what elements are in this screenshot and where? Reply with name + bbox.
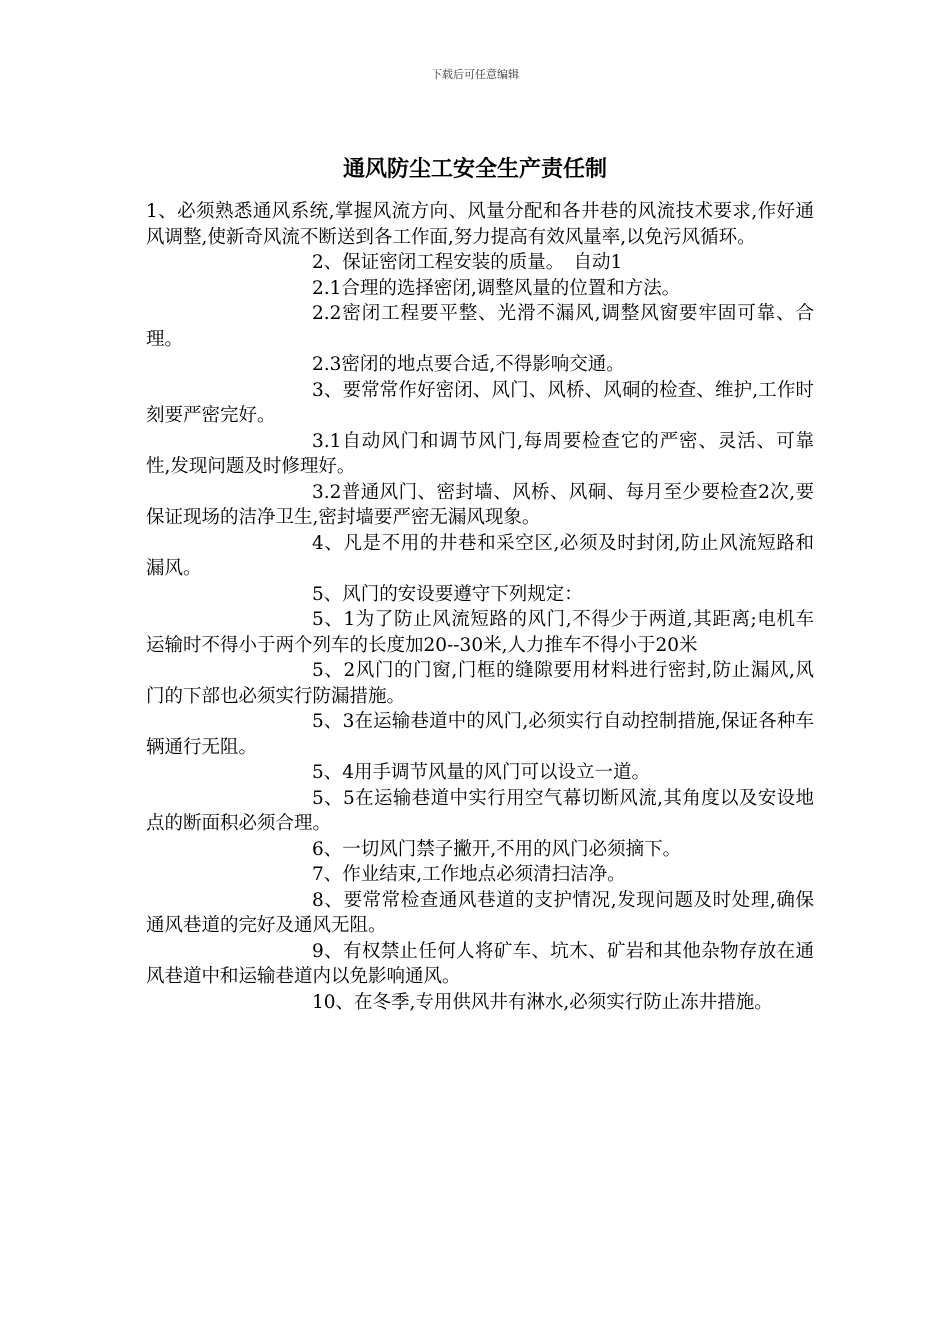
document-title: 通风防尘工安全生产责任制 [342,157,607,182]
paragraph: 5、3在运输巷道中的风门,必须实行自动控制措施,保证各种车辆通行无阻。 [146,711,814,758]
paragraph: 6、一切风门禁子撇开,不用的风门必须摘下。 [312,838,682,860]
paragraph: 4、凡是不用的井巷和采空区,必须及时封闭,防止风流短路和漏风。 [146,532,814,579]
paragraph: 3.1自动风门和调节风门,每周要检查它的严密、灵活、可靠性,发现问题及时修理好。 [146,430,814,477]
paragraph: 5、5在运输巷道中实行用空气幕切断风流,其角度以及安设地点的断面积必须合理。 [146,787,814,834]
page-header-note: 下载后可任意编辑 [431,68,519,81]
paragraph: 2、保证密闭工程安装的质量。 自动1 [312,252,623,273]
paragraph: 5、2风门的门窗,门框的缝隙要用材料进行密封,防止漏风,风门的下部也必须实行防漏措施。 [146,660,814,707]
paragraph: 1、必须熟悉通风系统,掌握风流方向、风量分配和各井巷的风流技术要求,作好通风调整,使新奇风流不断送到各工作面,努力提高有效风量率,以免污风循环。 [146,201,814,248]
paragraph: 3、要常常作好密闭、风门、风桥、风硐的检查、维护,工作时刻要严密完好。 [146,379,814,426]
paragraph: 8、要常常检查通风巷道的支护情况,发现问题及时处理,确保通风巷道的完好及通风无阻。 [146,889,814,936]
paragraph: 2.2密闭工程要平整、光滑不漏风,调整风窗要牢固可靠、合理。 [146,303,814,350]
document-body [146,199,814,1015]
paragraph: 5、4用手调节风量的风门可以设立一道。 [312,762,651,783]
paragraph: 10、在冬季,专用供风井有淋水,必须实行防止冻井措施。 [312,991,773,1013]
paragraph: 2.3密闭的地点要合适,不得影响交通。 [312,354,625,375]
paragraph: 2.1合理的选择密闭,调整风量的位置和方法。 [312,277,681,299]
paragraph: 9、有权禁止任何人将矿车、坑木、矿岩和其他杂物存放在通风巷道中和运输巷道内以免影响通风。 [146,940,814,987]
paragraph: 7、作业结束,工作地点必须清扫洁净。 [312,864,626,885]
paragraph: 3.2普通风门、密封墙、风桥、风硐、每月至少要检查2次,要保证现场的洁净卫生,密封墙要严密无漏风现象。 [146,481,814,528]
paragraph: 5、1为了防止风流短路的风门,不得少于两道,其距离;电机车运输时不得小于两个列车的长度加20--30米,人力推车不得小于20米 [146,609,814,656]
paragraph: 5、风门的安设要遵守下列规定： [312,583,583,605]
